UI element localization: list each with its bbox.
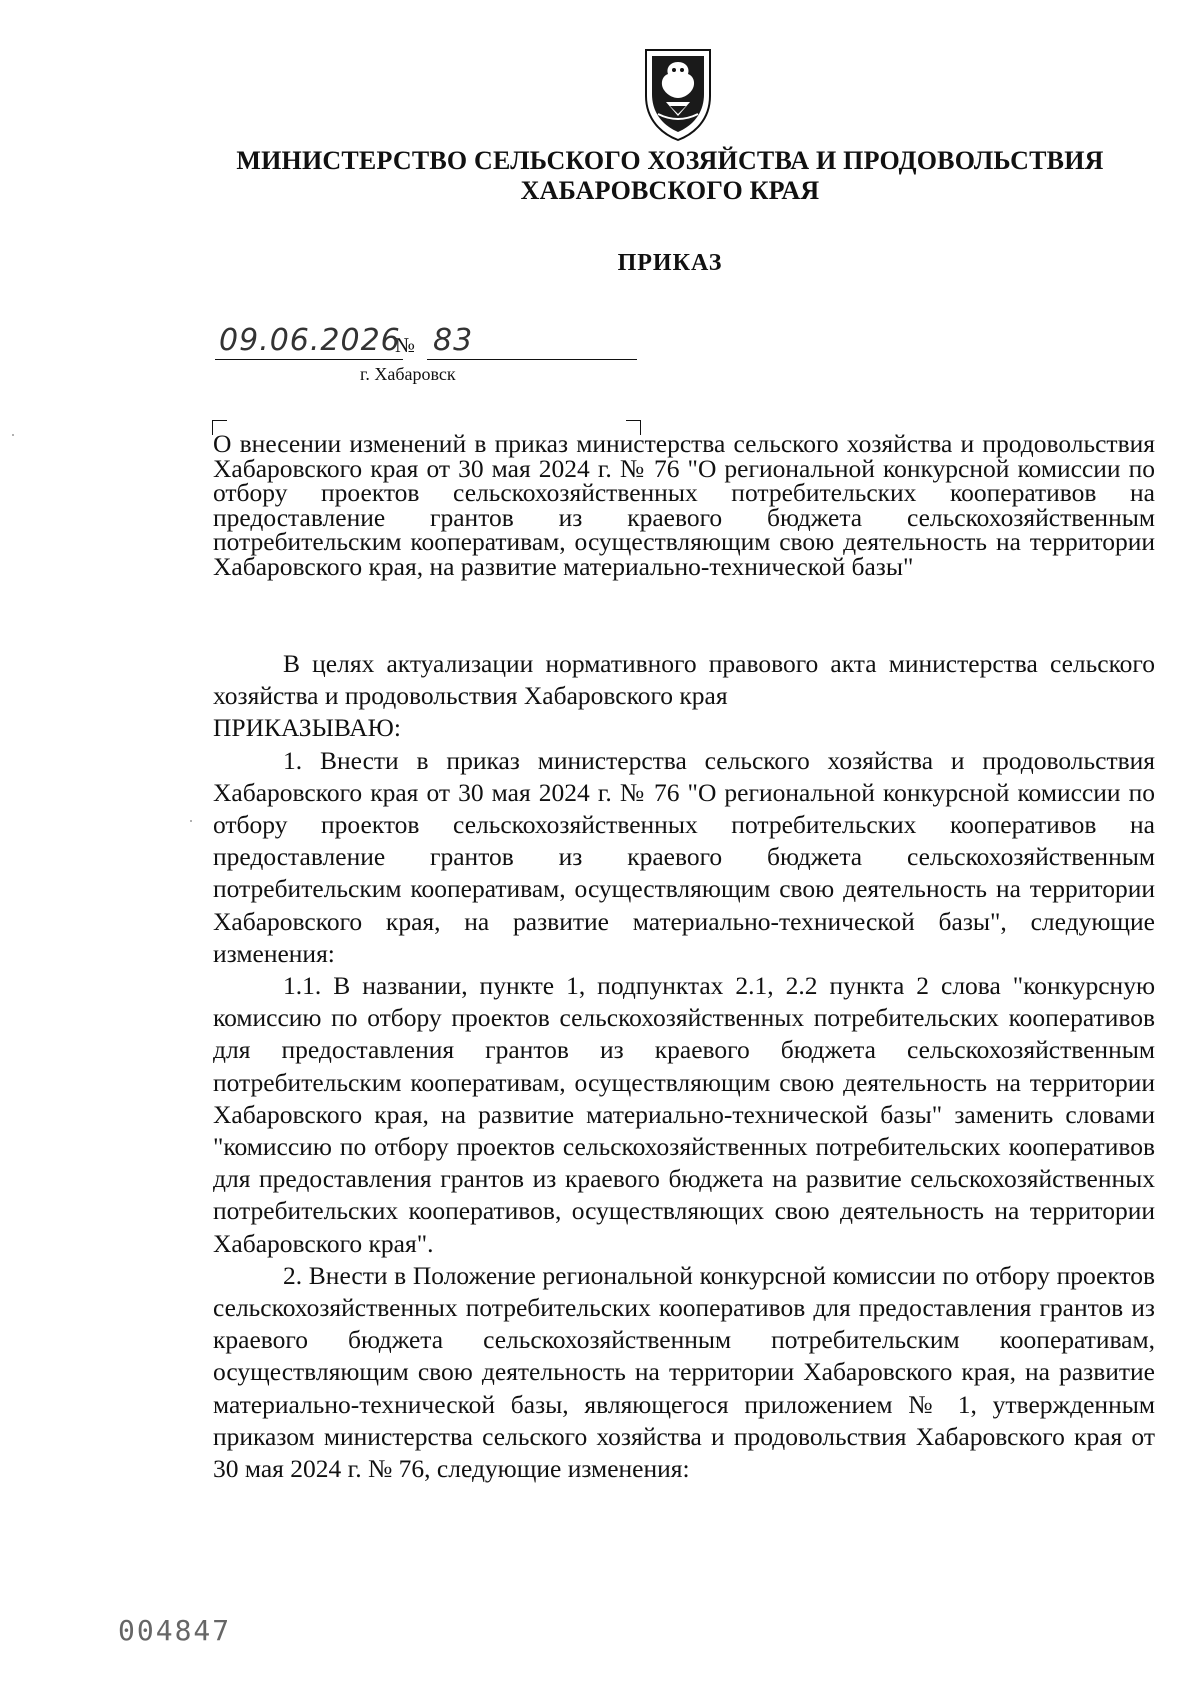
ministry-line-2: ХАБАРОВСКОГО КРАЯ: [520, 176, 820, 205]
ministry-line-1: МИНИСТЕРСТВО СЕЛЬСКОГО ХОЗЯЙСТВА И ПРОДОВОЛЬСТВИЯ: [236, 146, 1104, 175]
ministry-name: [200, 146, 1140, 206]
document-body: [213, 648, 1155, 1485]
scan-speck: [12, 434, 14, 436]
preamble-paragraph: В целях актуализации нормативного правового акта министерства сельского хозяйства и продовольствия Хабаровского края: [213, 649, 1155, 711]
registration-number: 004847: [118, 1614, 232, 1647]
document-subject: [213, 429, 1155, 581]
item-2-paragraph: 2. Внести в Положение региональной конкурсной комиссии по отбору проектов сельскохозяйственных потребительских кооперативов для предоставления грантов из краевого бюджета сельскохозяйственным потребительским кооперативам, осуществляющим свою деятельность на территории Хабаровского края, на развитие материально-технической базы, являющегося приложением № 1, утвержденным приказом министерства сельского хозяйства и продовольствия Хабаровского края от 30 мая 2024 г. № 76, следующие изменения:: [213, 1260, 1155, 1484]
order-word: ПРИКАЗЫВАЮ:: [213, 713, 401, 743]
handwritten-number: 83: [433, 323, 474, 358]
handwritten-date: 09.06.2026: [219, 323, 401, 358]
number-sign: №: [395, 333, 416, 357]
number-underline: [427, 359, 637, 360]
item-1-1-paragraph: 1.1. В названии, пункте 1, подпунктах 2.1, 2.2 пункта 2 слова "конкурсную комиссию по отбору проектов сельскохозяйственных потребительских кооперативов для предоставления грантов из краевого бюджета сельскохозяйственным потребительским кооперативам, осуществляющим свою деятельность на территории Хабаровского края, на развитие материально-технической базы" заменить словами "комиссию по отбору проектов сельскохозяйственных потребительских кооперативов для предоставления грантов из краевого бюджета на развитие сельскохозяйственных потребительских кооперативов, осуществляющих свою деятельность на территории Хабаровского края".: [213, 971, 1155, 1258]
subject-text: О внесении изменений в приказ министерства сельского хозяйства и продовольствия Хабаровского края от 30 мая 2024 г. № 76 "О региональной конкурсной комиссии по отбору проектов сельскохозяйственных потребительских кооперативов на предоставление грантов из краевого бюджета сельскохозяйственным потребительским кооперативам, осуществляющим свою деятельность на территории Хабаровского края, на развитие материально-технической базы": [213, 429, 1155, 581]
scan-speck: [190, 820, 192, 822]
coat-of-arms-icon: [640, 44, 716, 142]
date-underline: [215, 359, 403, 360]
city-label: г. Хабаровск: [360, 364, 456, 384]
document-type: ПРИКАЗ: [617, 250, 723, 276]
date-number-line: [215, 323, 635, 360]
item-1-paragraph: 1. Внести в приказ министерства сельского хозяйства и продовольствия Хабаровского края от 30 мая 2024 г. № 76 "О региональной конкурсной комиссии по отбору проектов сельскохозяйственных потребительских кооперативов на предоставление грантов из краевого бюджета сельскохозяйственным потребительским кооперативам, осуществляющим свою деятельность на территории Хабаровского края, на развитие материально-технической базы", следующие изменения:: [213, 745, 1155, 968]
